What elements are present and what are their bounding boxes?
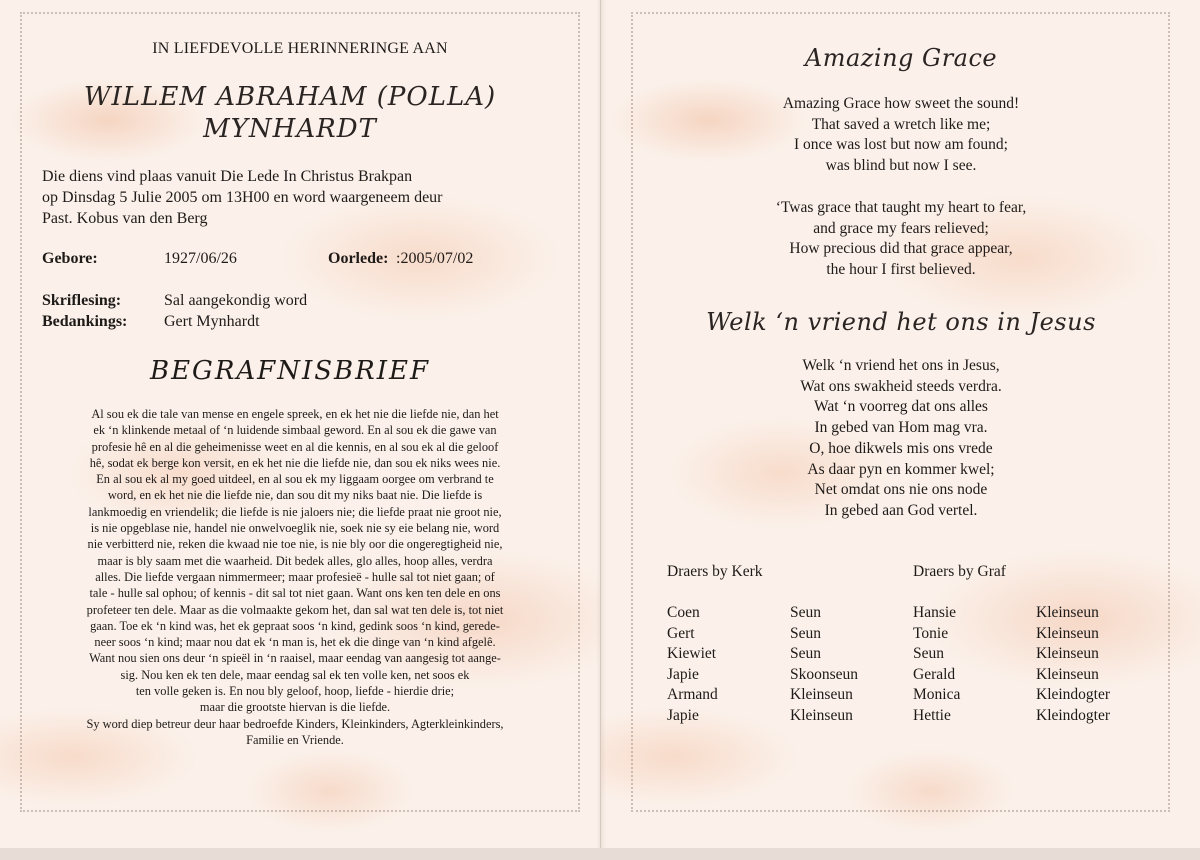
letter-line: alles. Die liefde vergaan nimmermeer; maar profesieë - hulle sal tot niet gaan; of [95,569,495,584]
bearers-grave-names [913,603,960,727]
verse-line: ‘Twas grace that taught my heart to fear, [775,199,1027,216]
verse-line: In gebed aan God vertel. [824,501,978,519]
list-item: Seun [790,624,821,642]
funeral-letter-title: BEGRAFNISBRIEF [149,356,431,386]
list-item: Kleinseun [790,706,853,724]
died-value: :2005/07/02 [396,250,474,267]
letter-line: gaan. Toe ek ‘n kind was, het ek gepraat soos ‘n kind, gedink soos ‘n kind, gerede- [90,618,500,633]
verse-line: Wat ons swakheid steeds verdra. [800,377,1002,395]
born-value: 1927/06/26 [164,250,237,267]
verse-line: How precious did that grace appear, [789,240,1013,258]
letter-line: ek ‘n klinkende metaal of ‘n luidende simbaal geword. En al sou ek die gawe van [93,423,497,438]
letter-line: neer soos ‘n kind; maar nou dat ek ‘n man is, het ek die dinge van ‘n kind afgelê. [94,635,496,650]
letter-line: ten volle geken is. En nou bly geloof, hoop, liefde - hierdie drie; [135,684,455,699]
service-line: Past. Kobus van den Berg [42,210,208,227]
verse-line: O, hoe dikwels mis ons vrede [809,439,993,457]
list-item: Kleinseun [1036,645,1099,663]
verse-line: the hour I first believed. [826,261,976,279]
letter-line: maar is bly saam met die waarheid. Dit bedek alles, glo alles, hoop alles, verdra [97,553,493,568]
bearers-grave-label: Draers by Graf [913,563,1006,580]
list-item: Kiewiet [667,645,717,663]
song1-verse1 [601,94,1200,177]
verse-line: Welk ‘n vriend het ons in Jesus, [802,357,1000,374]
verse-line: As daar pyn en kommer kwel; [807,460,995,478]
letter-line: Want nou sien ons deur ‘n spieël in ‘n raaisel, maar eendag van aangesig tot aange- [89,651,501,666]
died-label: Oorlede: [328,250,389,267]
letter-line: tale - hulle sal ophou; of kennis - dit sal tot niet gaan. Want ons ken ten dele en ons [89,586,501,601]
bearers-church-relations [790,603,858,727]
letter-line: hê, sodat ek berge kon versit, en ek het nie die liefde nie, dan sou ek niks wees nie. [89,455,501,470]
deceased-name-line1: WILLEM ABRAHAM (POLLA) [83,82,497,112]
list-item: Japie [667,665,699,683]
list-item: Hansie [913,604,957,621]
bearers-grave-relations [1036,603,1110,727]
verse-line: was blind but now I see. [825,157,977,175]
letter-line: profeteer ten dele. Maar as die volmaakte gekom het, dan sal wat ten dele is, tot niet [86,602,504,617]
verse-line: Net omdat ons nie ons node [814,481,988,499]
verse-line: I once was lost but now am found; [794,136,1008,154]
list-item: Seun [790,604,821,621]
list-item: Monica [913,686,961,704]
verse-line: Amazing Grace how sweet the sound! [782,95,1020,112]
list-item: Seun [790,645,821,663]
list-item: Seun [913,645,944,663]
verse-line: and grace my fears relieved; [813,219,989,237]
service-line: op Dinsdag 5 Julie 2005 om 13H00 en word waargeneem deur [42,189,443,206]
verse-line: In gebed van Hom mag vra. [814,419,988,437]
letter-line: sig. Nou ken ek ten dele, maar eendag sal ek ten volle ken, net soos ek [120,667,470,682]
list-item: Skoonseun [790,665,859,683]
right-page [600,0,1200,860]
verse-line: Wat ‘n voorreg dat ons alles [814,398,988,416]
thanks-label: Bedankings: [42,313,128,330]
song1-title: Amazing Grace [804,44,998,72]
bearers-church-label: Draers by Kerk [667,563,763,580]
list-item: Hettie [913,706,951,724]
funeral-letter-text [42,406,548,748]
letter-line: is nie opgeblase nie, handel nie onwelvoeglik nie, soek nie sy eie belang nie, word [90,521,500,536]
page-fold [596,0,606,860]
letter-line: lankmoedig en vriendelik; die liefde is nie jaloers nie; die liefde praat nie groot nie, [88,504,502,519]
list-item: Armand [667,686,718,704]
song2-title: Welk ‘n vriend het ons in Jesus [706,308,1096,336]
letter-line: Familie en Vriende. [246,732,344,747]
song2-verse [601,356,1200,522]
list-item: Kleindogter [1036,686,1111,704]
memorial-heading: IN LIEFDEVOLLE HERINNERINGE AAN [152,40,448,57]
thanks-value: Gert Mynhardt [164,313,260,330]
song1-verse2 [601,198,1200,281]
letter-line: profesie hê en al die geheimenisse weet en al die kennis, en al sou ek al die geloof [91,439,499,454]
list-item: Kleinseun [790,686,853,704]
list-item: Kleinseun [1036,604,1099,621]
service-line: Die diens vind plaas vanuit Die Lede In Christus Brakpan [42,168,413,185]
list-item: Japie [667,706,699,724]
letter-line: maar die grootste hiervan is die liefde. [199,700,391,715]
deceased-name-line2: MYNHARDT [203,114,377,144]
letter-line: word, en ek het nie die liefde nie, dan sou dit my niks baat nie. Die liefde is [107,488,483,503]
scan-edge [0,848,1200,860]
bearers-church-names [667,603,718,727]
list-item: Kleinseun [1036,624,1099,642]
list-item: Coen [667,604,700,621]
list-item: Kleinseun [1036,665,1099,683]
letter-line: Sy word diep betreur deur haar bedroefde Kinders, Kleinkinders, Agterkleinkinders, [86,716,504,731]
reading-label: Skriflesing: [42,292,122,309]
service-details [42,166,562,229]
reading-value: Sal aangekondig word [164,292,308,309]
list-item: Gerald [913,665,956,683]
verse-line: That saved a wretch like me; [811,115,991,133]
letter-line: En al sou ek al my goed uitdeel, en al sou ek my liggaam oorgee om verbrand te [96,472,494,487]
list-item: Kleindogter [1036,706,1111,724]
letter-line: nie verbitterd nie, reken die kwaad nie toe nie, is nie bly oor die ongeregtigheid nie, [87,537,503,552]
bearers-table [667,603,1147,733]
letter-line: Al sou ek die tale van mense en engele spreek, en ek het nie die liefde nie, dan het [91,407,499,421]
list-item: Gert [667,624,695,642]
born-label: Gebore: [42,250,98,267]
list-item: Tonie [913,624,949,642]
